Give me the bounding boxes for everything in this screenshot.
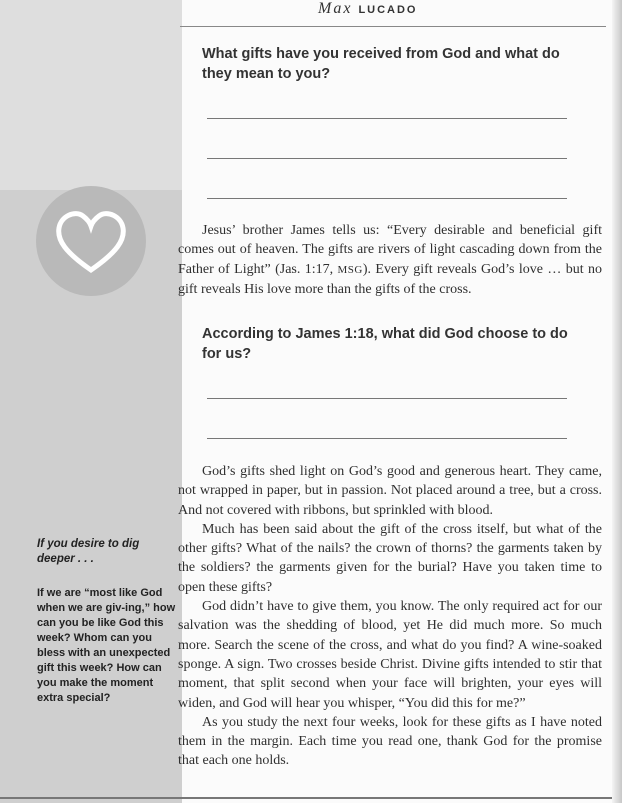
author-first-name: Max <box>318 0 353 17</box>
header-rule <box>180 26 606 27</box>
sidebar-tip-heading: If you desire to dig deeper . . . <box>37 538 140 565</box>
sidebar <box>0 0 182 803</box>
passage-paragraph <box>178 221 602 299</box>
body-paragraph: As you study the next four weeks, look for these gifts as I have noted them in the margin. Each time you read one, thank God for the promise that each one holds. <box>178 714 602 769</box>
question-1: What gifts have you received from God and what do they mean to you? <box>202 46 560 82</box>
answer-line <box>207 198 567 199</box>
citation-abbreviation: MSG <box>337 263 363 276</box>
body-paragraph: God’s gifts shed light on God’s good and generous heart. They came, not wrapped in paper, but in passion. Not placed around a tree, but a cross. And not covered with ribbons, but sprinkled with blood. <box>178 464 602 518</box>
answer-line <box>207 118 567 119</box>
main-passage <box>178 462 602 771</box>
answer-line <box>207 438 567 439</box>
question-2: According to James 1:18, what did God choose to do for us? <box>202 326 568 362</box>
answer-line <box>207 158 567 159</box>
body-paragraph: God didn’t have to give them, you know. The only required act for our salvation was the shedding of blood, yet He did much more. So much more. Search the scene of the cross, and what do you find? A wine-soaked sponge. A sign. Two crosses beside Christ. Divine gifts intended to stir that moment, that split second when your face will brighten, your eyes will widen, and God will hear you whisper, “You did this for me?” <box>178 599 602 711</box>
passage-text: Jesus’ brother James tells us: “Every desirable and beneficial gift comes out of heaven. The gifts are rivers of light cascading down from the Father of Light” (Jas. 1:17, <box>178 223 602 277</box>
passage-text: ). Every gift reveals God’s love … but no gift reveals His love more than the gifts of the cross. <box>178 261 602 297</box>
running-head <box>200 0 610 22</box>
passage-james <box>178 221 602 299</box>
heart-icon <box>55 210 127 274</box>
answer-line <box>207 398 567 399</box>
sidebar-top-panel <box>0 0 182 190</box>
author-last-name: LUCADO <box>358 4 418 16</box>
bottom-rule <box>0 797 622 799</box>
body-paragraph: Much has been said about the gift of the cross itself, but what of the other gifts? What of the nails? the crown of thorns? the garments taken by the soldiers? the garments given for the burial? Have you taken time to open these gifts? <box>178 521 602 595</box>
sidebar-tip-body: If we are “most like God when we are giv-ing,” how can you be like God this week? Whom can you bless with an unexpected gift this week? How can you make the moment extra special? <box>37 587 176 704</box>
